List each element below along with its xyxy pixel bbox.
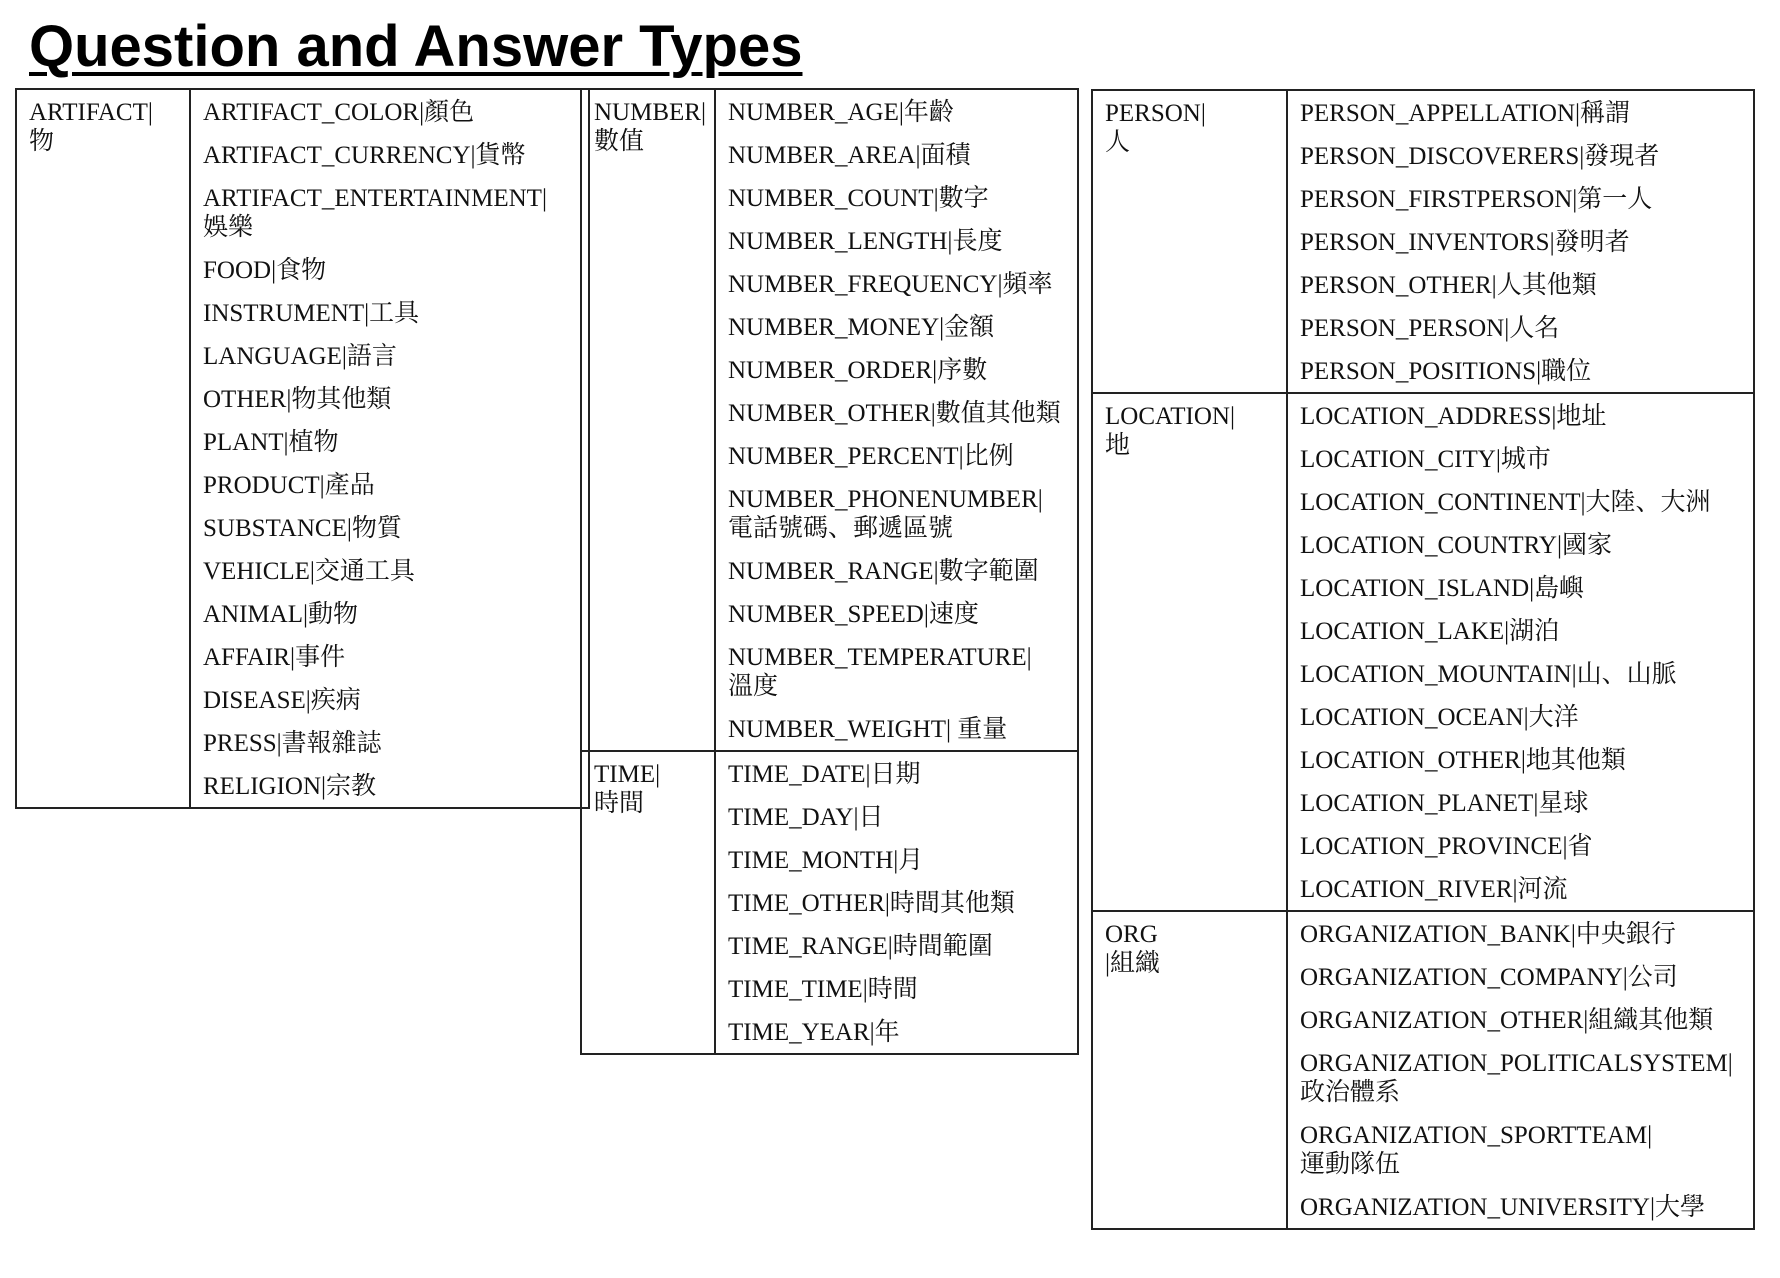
number-time-table xyxy=(580,88,1079,1055)
list-item: PERSON_INVENTORS|發明者 xyxy=(1300,229,1630,256)
table-row xyxy=(1092,90,1754,393)
list-item: LOCATION_ISLAND|島嶼 xyxy=(1300,575,1585,602)
list-item: TIME_DAY|日 xyxy=(728,804,884,831)
list-item: PRESS|書報雜誌 xyxy=(203,730,382,757)
list-item: ARTIFACT_CURRENCY|貨幣 xyxy=(203,142,526,169)
list-item: PERSON_DISCOVERERS|發現者 xyxy=(1300,143,1660,170)
artifact-table xyxy=(15,88,590,809)
list-item: LOCATION_LAKE|湖泊 xyxy=(1300,618,1560,645)
category-cell xyxy=(581,89,715,751)
list-item: ORGANIZATION_POLITICALSYSTEM| 政治體系 xyxy=(1300,1050,1733,1106)
list-item: LOCATION_RIVER|河流 xyxy=(1300,876,1568,903)
list-item: FOOD|食物 xyxy=(203,257,327,284)
list-item: VEHICLE|交通工具 xyxy=(203,558,415,585)
list-item: TIME_TIME|時間 xyxy=(728,976,918,1003)
list-item: LOCATION_ADDRESS|地址 xyxy=(1300,403,1607,430)
list-item: TIME_YEAR|年 xyxy=(728,1019,900,1046)
list-item: NUMBER_PERCENT|比例 xyxy=(728,443,1014,470)
list-item: NUMBER_FREQUENCY|頻率 xyxy=(728,271,1053,298)
items-cell xyxy=(715,751,1078,1054)
list-item: TIME_MONTH|月 xyxy=(728,847,924,874)
list-item: TIME_OTHER|時間其他類 xyxy=(728,890,1015,917)
list-item: ORGANIZATION_UNIVERSITY|大學 xyxy=(1300,1194,1705,1221)
list-item: NUMBER_AREA|面積 xyxy=(728,142,971,169)
page-title: Question and Answer Types xyxy=(29,14,803,79)
list-item: AFFAIR|事件 xyxy=(203,644,346,671)
list-item: NUMBER_PHONENUMBER| 電話號碼、郵遞區號 xyxy=(728,486,1043,542)
list-item: NUMBER_WEIGHT| 重量 xyxy=(728,716,1008,743)
list-item: PERSON_PERSON|人名 xyxy=(1300,315,1560,342)
list-item: NUMBER_ORDER|序數 xyxy=(728,357,988,384)
list-item: NUMBER_AGE|年齡 xyxy=(728,99,954,126)
category-cell xyxy=(16,89,190,808)
list-item: INSTRUMENT|工具 xyxy=(203,300,420,327)
list-item: TIME_RANGE|時間範圍 xyxy=(728,933,993,960)
category-artifact: ARTIFACT| 物 xyxy=(29,99,153,155)
category-cell xyxy=(581,751,715,1054)
person-location-org-table xyxy=(1091,89,1755,1230)
list-item: ORGANIZATION_SPORTTEAM| 運動隊伍 xyxy=(1300,1122,1653,1178)
list-item: PERSON_POSITIONS|職位 xyxy=(1300,358,1592,385)
list-item: PLANT|植物 xyxy=(203,429,339,456)
items-cell xyxy=(715,89,1078,751)
list-item: NUMBER_SPEED|速度 xyxy=(728,601,979,628)
list-item: LOCATION_CITY|城市 xyxy=(1300,446,1551,473)
list-item: ORGANIZATION_OTHER|組織其他類 xyxy=(1300,1007,1714,1034)
list-item: NUMBER_LENGTH|長度 xyxy=(728,228,1003,255)
list-item: PERSON_FIRSTPERSON|第一人 xyxy=(1300,186,1653,213)
items-cell xyxy=(1287,911,1754,1229)
table-row xyxy=(1092,911,1754,1229)
list-item: LOCATION_PROVINCE|省 xyxy=(1300,833,1593,860)
category-org: ORG |組織 xyxy=(1105,921,1161,977)
list-item: LOCATION_OTHER|地其他類 xyxy=(1300,747,1626,774)
list-item: RELIGION|宗教 xyxy=(203,773,377,800)
table-row xyxy=(1092,393,1754,911)
list-item: PERSON_APPELLATION|稱謂 xyxy=(1300,100,1631,127)
list-item: LANGUAGE|語言 xyxy=(203,343,397,370)
list-item: NUMBER_TEMPERATURE| 溫度 xyxy=(728,644,1032,700)
list-item: LOCATION_MOUNTAIN|山、山脈 xyxy=(1300,661,1677,688)
list-item: ORGANIZATION_COMPANY|公司 xyxy=(1300,964,1678,991)
list-item: ORGANIZATION_BANK|中央銀行 xyxy=(1300,921,1676,948)
list-item: NUMBER_MONEY|金額 xyxy=(728,314,995,341)
list-item: NUMBER_OTHER|數值其他類 xyxy=(728,400,1061,427)
list-item: NUMBER_RANGE|數字範圍 xyxy=(728,558,1039,585)
list-item: NUMBER_COUNT|數字 xyxy=(728,185,989,212)
list-item: PRODUCT|產品 xyxy=(203,472,375,499)
items-cell xyxy=(1287,90,1754,393)
category-cell xyxy=(1092,90,1287,393)
category-number: NUMBER| 數值 xyxy=(594,99,706,155)
list-item: LOCATION_OCEAN|大洋 xyxy=(1300,704,1579,731)
list-item: PERSON_OTHER|人其他類 xyxy=(1300,272,1597,299)
list-item: SUBSTANCE|物質 xyxy=(203,515,402,542)
table-row xyxy=(16,89,589,808)
list-item: TIME_DATE|日期 xyxy=(728,761,921,788)
items-cell xyxy=(190,89,589,808)
list-item: ARTIFACT_COLOR|顏色 xyxy=(203,99,475,126)
table-row xyxy=(581,751,1078,1054)
list-item: LOCATION_PLANET|星球 xyxy=(1300,790,1589,817)
list-item: LOCATION_CONTINENT|大陸、大洲 xyxy=(1300,489,1711,516)
items-cell xyxy=(1287,393,1754,911)
category-person: PERSON| 人 xyxy=(1105,100,1206,156)
category-location: LOCATION| 地 xyxy=(1105,403,1235,459)
list-item: LOCATION_COUNTRY|國家 xyxy=(1300,532,1612,559)
list-item: ANIMAL|動物 xyxy=(203,601,358,628)
list-item: DISEASE|疾病 xyxy=(203,687,361,714)
category-cell xyxy=(1092,911,1287,1229)
category-time: TIME| 時間 xyxy=(594,761,661,817)
list-item: ARTIFACT_ENTERTAINMENT| 娛樂 xyxy=(203,185,547,241)
table-row xyxy=(581,89,1078,751)
category-cell xyxy=(1092,393,1287,911)
list-item: OTHER|物其他類 xyxy=(203,386,392,413)
